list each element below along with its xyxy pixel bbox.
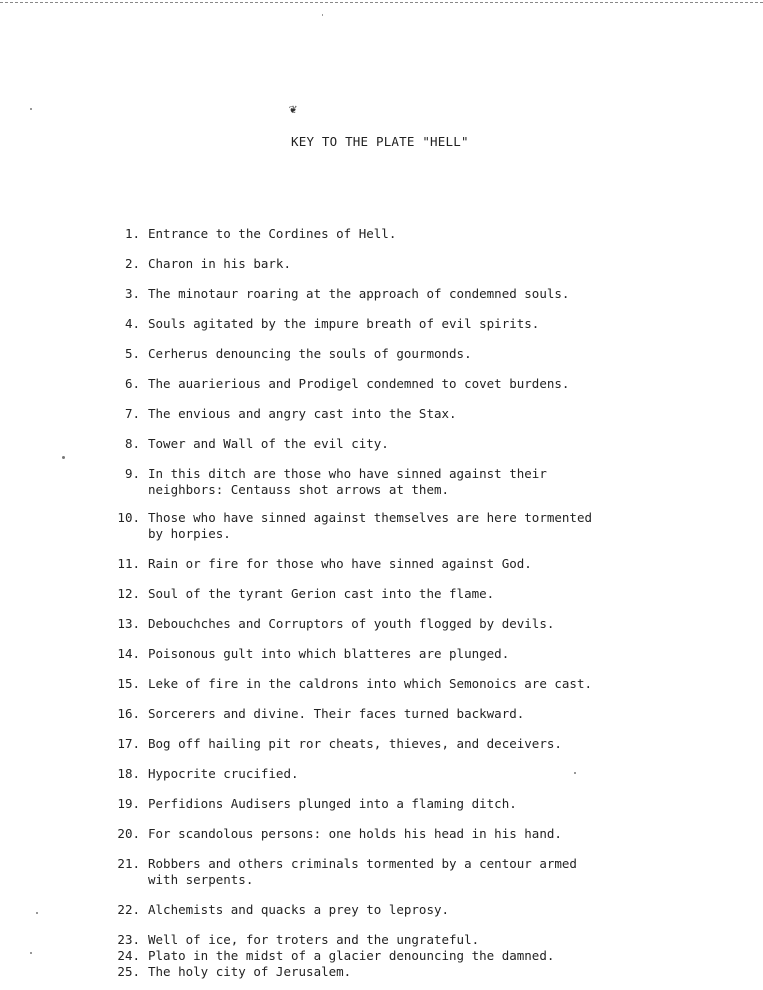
item-text: [148, 406, 457, 422]
speck: [322, 14, 323, 16]
item-text-line: Charon in his bark.: [148, 256, 291, 271]
speck: [574, 772, 576, 774]
speck: [30, 108, 32, 110]
item-text-line: Poisonous gult into which blatteres are plunged.: [148, 646, 510, 661]
item-number: 4.: [124, 316, 140, 331]
item-text-line: neighbors: Centauss shot arrows at them.: [148, 482, 450, 497]
item-number: 17.: [117, 736, 140, 751]
item-text: [148, 556, 532, 572]
item-text-line: Tower and Wall of the evil city.: [148, 436, 389, 451]
item-number: 5.: [124, 346, 140, 361]
item-text: [148, 948, 554, 964]
item-text-line: Rain or fire for those who have sinned against God.: [148, 556, 532, 571]
item-text: [148, 376, 569, 392]
item-text: [148, 586, 494, 602]
item-number: 12.: [117, 586, 140, 601]
item-number: 11.: [117, 556, 140, 571]
item-number: 20.: [117, 826, 140, 841]
item-text: [148, 856, 577, 888]
item-number: 1.: [124, 226, 140, 241]
item-text: [148, 316, 539, 332]
item-number: 16.: [117, 706, 140, 721]
speck: [62, 456, 65, 459]
item-text-line: Leke of fire in the caldrons into which Semonoics are cast.: [148, 676, 593, 691]
item-text: [148, 510, 592, 542]
item-number: 2.: [124, 256, 140, 271]
item-text-line: Robbers and others criminals tormented by a centour armed: [148, 856, 577, 871]
item-text-line: The minotaur roaring at the approach of condemned souls.: [148, 286, 570, 301]
item-number: 14.: [117, 646, 140, 661]
item-number: 23.: [117, 932, 140, 947]
item-text-line: Plato in the midst of a glacier denouncing the damned.: [148, 948, 555, 963]
item-text: [148, 706, 524, 722]
item-text-line: Sorcerers and divine. Their faces turned backward.: [148, 706, 525, 721]
item-text: [148, 346, 472, 362]
item-text-line: In this ditch are those who have sinned against their: [148, 466, 547, 481]
item-text-line: Those who have sinned against themselves are here tormented: [148, 510, 593, 525]
item-text-line: The holy city of Jerusalem.: [148, 964, 352, 979]
item-text-line: Entrance to the Cordines of Hell.: [148, 226, 397, 241]
page-title: KEY TO THE PLATE "HELL": [291, 134, 469, 149]
item-text-line: by horpies.: [148, 526, 231, 541]
item-number: 8.: [124, 436, 140, 451]
item-number: 7.: [124, 406, 140, 421]
item-text-line: Hypocrite crucified.: [148, 766, 299, 781]
item-text: [148, 932, 479, 948]
item-number: 13.: [117, 616, 140, 631]
item-text: [148, 796, 517, 812]
item-number: 15.: [117, 676, 140, 691]
item-text-line: Souls agitated by the impure breath of evil spirits.: [148, 316, 540, 331]
item-number: 9.: [124, 466, 140, 481]
item-text-line: For scandolous persons: one holds his head in his hand.: [148, 826, 562, 841]
item-text: [148, 436, 389, 452]
item-number: 21.: [117, 856, 140, 871]
item-text-line: Alchemists and quacks a prey to leprosy.: [148, 902, 450, 917]
item-text-line: Cerherus denouncing the souls of gourmonds.: [148, 346, 472, 361]
item-text-line: with serpents.: [148, 872, 254, 887]
item-text: [148, 826, 562, 842]
item-text: [148, 226, 396, 242]
item-number: 18.: [117, 766, 140, 781]
ornament-mark: ❦: [289, 102, 297, 117]
item-number: 22.: [117, 902, 140, 917]
item-text: [148, 766, 299, 782]
item-text-line: The auarierious and Prodigel condemned to covet burdens.: [148, 376, 570, 391]
item-text: [148, 286, 569, 302]
item-number: 3.: [124, 286, 140, 301]
item-text: [148, 646, 509, 662]
item-text-line: The envious and angry cast into the Stax.: [148, 406, 457, 421]
item-number: 25.: [117, 964, 140, 979]
item-text: [148, 736, 562, 752]
item-number: 6.: [124, 376, 140, 391]
item-number: 24.: [117, 948, 140, 963]
item-text-line: Soul of the tyrant Gerion cast into the flame.: [148, 586, 495, 601]
item-text: [148, 466, 547, 498]
item-text-line: Debouchches and Corruptors of youth flogged by devils.: [148, 616, 555, 631]
item-text-line: Bog off hailing pit ror cheats, thieves, and deceivers.: [148, 736, 562, 751]
speck: [30, 952, 32, 954]
item-number: 10.: [117, 510, 140, 525]
item-text: [148, 902, 449, 918]
item-number: 19.: [117, 796, 140, 811]
item-text: [148, 676, 592, 692]
item-text: [148, 616, 554, 632]
item-text-line: Perfidions Audisers plunged into a flaming ditch.: [148, 796, 517, 811]
speck: [36, 912, 38, 914]
item-text: [148, 256, 291, 272]
item-text: [148, 964, 351, 980]
item-text-line: Well of ice, for troters and the ungrateful.: [148, 932, 480, 947]
